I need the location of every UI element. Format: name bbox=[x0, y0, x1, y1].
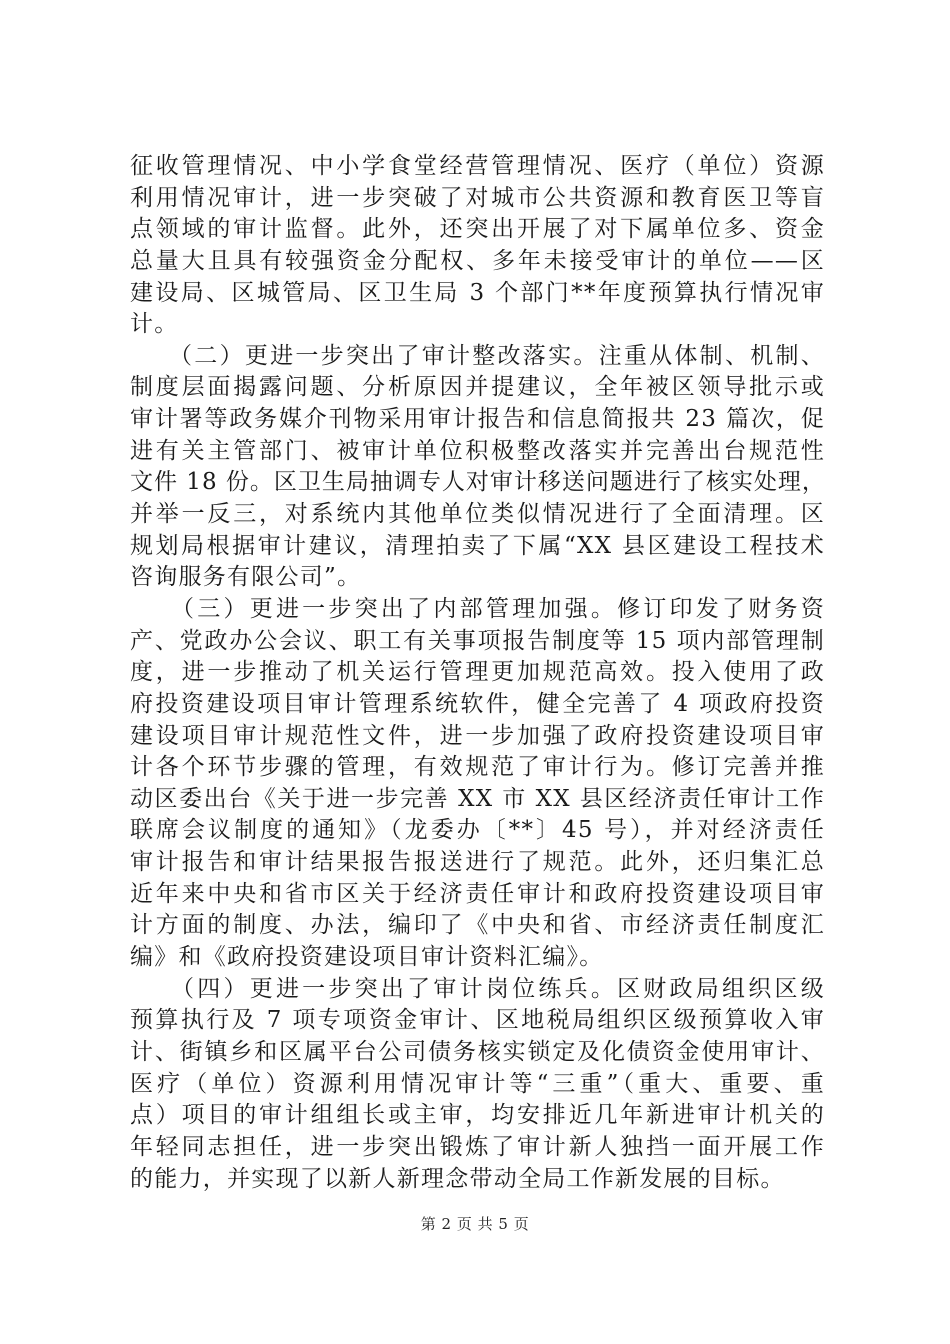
text-line: 总量大且具有较强资金分配权、多年未接受审计的单位——区 bbox=[130, 247, 825, 274]
text-line: （四）更进一步突出了审计岗位练兵。区财政局组织区级 bbox=[130, 975, 825, 1002]
document-body bbox=[130, 151, 825, 1195]
text-line: 计各个环节步骤的管理，有效规范了审计行为。修订完善并推 bbox=[130, 754, 825, 781]
text-line: 计、街镇乡和区属平台公司债务核实锁定及化债资金使用审计、 bbox=[130, 1038, 825, 1065]
text-line: 联席会议制度的通知》（龙委办〔**〕45 号），并对经济责任 bbox=[130, 817, 825, 844]
text-line: 府投资建设项目审计管理系统软件，健全完善了 4 项政府投资 bbox=[130, 690, 825, 717]
text-line: 编》和《政府投资建设项目审计资料汇编》。 bbox=[130, 944, 604, 971]
text-line: 利用情况审计，进一步突破了对城市公共资源和教育医卫等盲 bbox=[130, 184, 825, 211]
text-line: 咨询服务有限公司”。 bbox=[130, 564, 362, 591]
text-line: 产、党政办公会议、职工有关事项报告制度等 15 项内部管理制 bbox=[130, 627, 825, 654]
text-line: 的能力，并实现了以新人新理念带动全局工作新发展的目标。 bbox=[130, 1165, 785, 1192]
text-line: （二）更进一步突出了审计整改落实。注重从体制、机制、 bbox=[130, 342, 825, 369]
text-line: 征收管理情况、中小学食堂经营管理情况、医疗（单位）资源 bbox=[130, 153, 825, 179]
page-footer: 第 2 页 共 5 页 bbox=[420, 1215, 530, 1233]
text-line: 进有关主管部门、被审计单位积极整改落实并完善出台规范性 bbox=[130, 437, 825, 464]
text-line: 动区委出台《关于进一步完善 XX 市 XX 县区经济责任审计工作 bbox=[130, 785, 825, 812]
text-line: 制度层面揭露问题、分析原因并提建议，全年被区领导批示或 bbox=[130, 374, 825, 401]
text-line: 规划局根据审计建议，清理拍卖了下属“XX 县区建设工程技术 bbox=[130, 532, 825, 559]
text-line: 近年来中央和省市区关于经济责任审计和政府投资建设项目审 bbox=[130, 880, 825, 907]
text-line: 预算执行及 7 项专项资金审计、区地税局组织区级预算收入审 bbox=[130, 1007, 825, 1034]
text-line: 文件 18 份。区卫生局抽调专人对审计移送问题进行了核实处理， bbox=[130, 469, 826, 496]
text-line: 并举一反三，对系统内其他单位类似情况进行了全面清理。区 bbox=[130, 501, 825, 528]
text-line: 点领域的审计监督。此外，还突出开展了对下属单位多、资金 bbox=[130, 216, 825, 243]
text-line: 审计报告和审计结果报告报送进行了规范。此外，还归集汇总 bbox=[130, 849, 825, 876]
text-line: 审计署等政务媒介刊物采用审计报告和信息简报共 23 篇次，促 bbox=[130, 406, 825, 433]
text-line: 点）项目的审计组组长或主审，均安排近几年新进审计机关的 bbox=[130, 1102, 825, 1129]
text-line: 医疗（单位）资源利用情况审计等“三重”（重大、重要、重 bbox=[130, 1070, 825, 1097]
text-line: 年轻同志担任，进一步突出锻炼了审计新人独挡一面开展工作 bbox=[130, 1133, 825, 1160]
text-line: （三）更进一步突出了内部管理加强。修订印发了财务资 bbox=[130, 595, 825, 622]
text-line: 计。 bbox=[130, 311, 179, 338]
text-line: 建设局、区城管局、区卫生局 3 个部门**年度预算执行情况审 bbox=[130, 279, 825, 306]
text-line: 度，进一步推动了机关运行管理更加规范高效。投入使用了政 bbox=[130, 659, 825, 686]
text-line: 建设项目审计规范性文件，进一步加强了政府投资建设项目审 bbox=[130, 722, 825, 749]
text-line: 计方面的制度、办法，编印了《中央和省、市经济责任制度汇 bbox=[130, 912, 825, 939]
